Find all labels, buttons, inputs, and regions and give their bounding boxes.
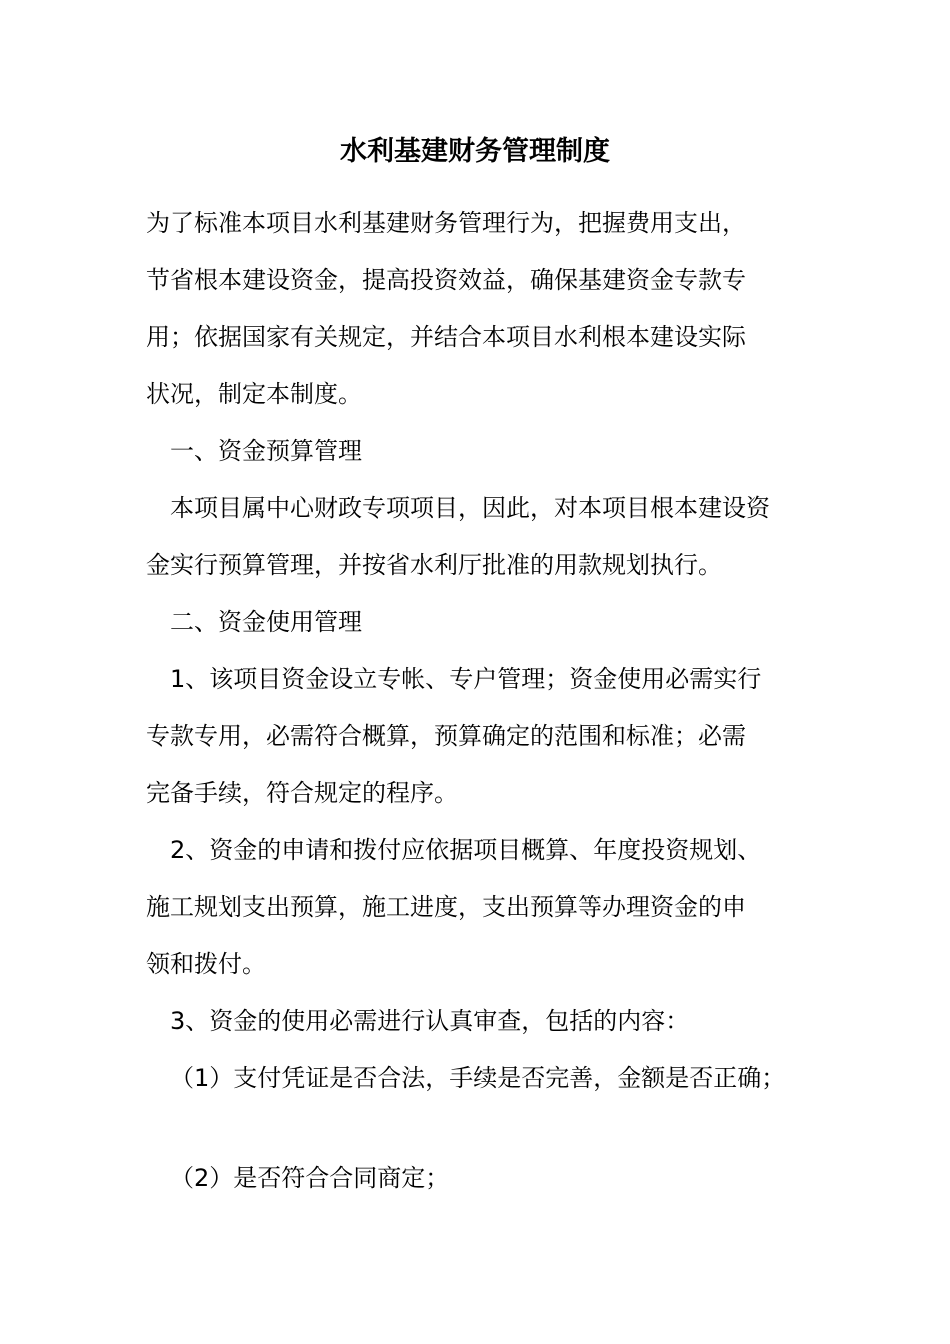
paragraph-line: 专款专用，必需符合概算，预算确定的范围和标准；必需 <box>146 722 746 750</box>
paragraph-line: 节省根本建设资金，提高投资效益，确保基建资金专款专 <box>146 266 746 294</box>
sub-list-item: （1）支付凭证是否合法，手续是否完善，金额是否正确； <box>170 1064 786 1092</box>
list-item: 3、资金的使用必需进行认真审查，包括的内容： <box>170 1007 690 1035</box>
sub-list-item: （2）是否符合合同商定； <box>170 1164 450 1192</box>
list-item: 1、该项目资金设立专帐、专户管理；资金使用必需实行 <box>170 665 762 693</box>
paragraph-line: 为了标准本项目水利基建财务管理行为，把握费用支出， <box>146 209 746 237</box>
paragraph-line: 施工规划支出预算，施工进度，支出预算等办理资金的申 <box>146 893 746 921</box>
paragraph-line: 完备手续，符合规定的程序。 <box>146 779 458 807</box>
section-heading: 一、资金预算管理 <box>170 437 362 465</box>
list-item: 2、资金的申请和拨付应依据项目概算、年度投资规划、 <box>170 836 762 864</box>
document-title: 水利基建财务管理制度 <box>340 136 610 167</box>
section-heading: 二、资金使用管理 <box>170 608 362 636</box>
paragraph-line: 状况，制定本制度。 <box>146 380 362 408</box>
paragraph-line: 用；依据国家有关规定，并结合本项目水利根本建设实际 <box>146 323 746 351</box>
paragraph-line: 金实行预算管理，并按省水利厅批准的用款规划执行。 <box>146 551 722 579</box>
paragraph-line: 领和拨付。 <box>146 950 266 978</box>
paragraph-line: 本项目属中心财政专项项目，因此，对本项目根本建设资 <box>170 494 770 522</box>
